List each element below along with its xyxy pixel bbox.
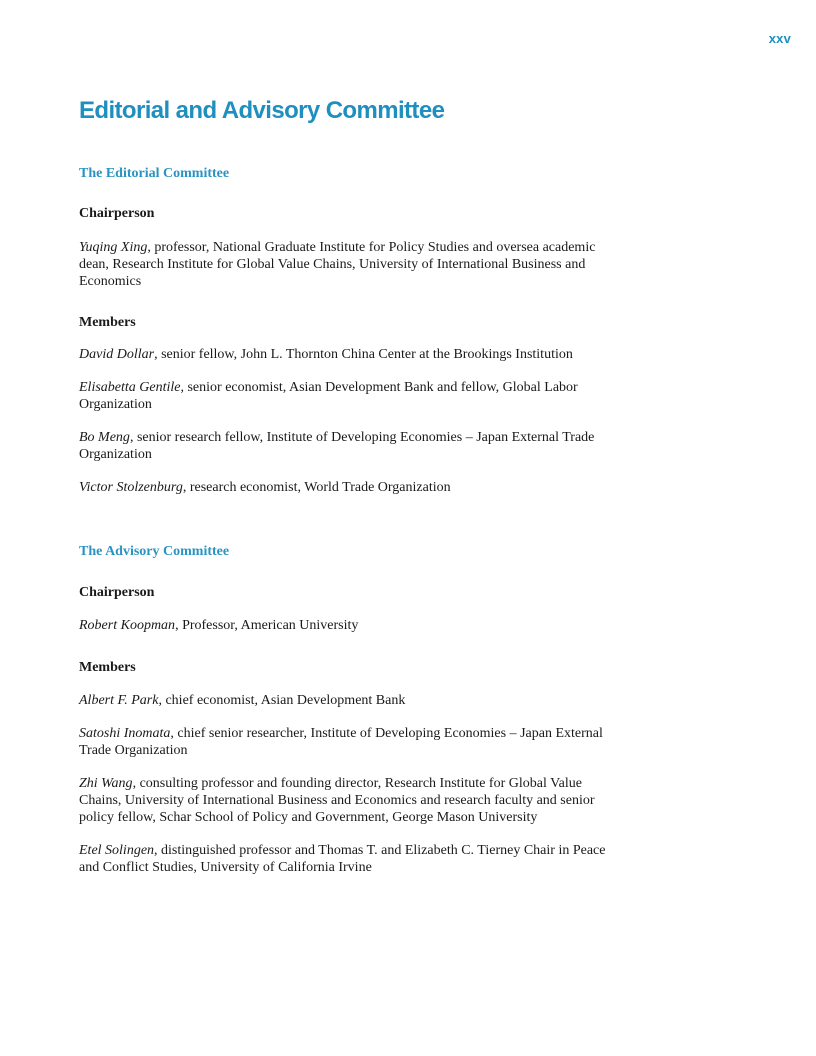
person-name: Zhi Wang — [79, 776, 133, 791]
person-name: Etel Solingen — [79, 843, 155, 858]
person-description: , senior economist, Asian Development Bank and fellow, Global Labor Organization — [79, 380, 578, 412]
editorial-member-entry — [79, 379, 619, 413]
advisory-member-entry — [79, 842, 619, 876]
person-name: David Dollar — [79, 347, 155, 362]
person-name: Victor Stolzenburg — [79, 480, 183, 495]
advisory-chairperson-entry — [79, 617, 619, 634]
person-description: , senior research fellow, Institute of Developing Economies – Japan External Trade Organization — [79, 430, 595, 462]
person-name: Yuqing Xing — [79, 240, 148, 255]
page-content — [79, 94, 619, 876]
person-description: , research economist, World Trade Organization — [182, 480, 451, 495]
advisory-chairperson-label: Chairperson — [79, 585, 155, 600]
page-title: Editorial and Advisory Committee — [79, 97, 445, 124]
person-name: Robert Koopman — [79, 618, 176, 633]
editorial-committee-heading: The Editorial Committee — [79, 166, 230, 181]
editorial-members-label: Members — [79, 315, 136, 330]
person-name: Bo Meng — [79, 430, 130, 445]
person-description: , distinguished professor and Thomas T. and Elizabeth C. Tierney Chair in Peace and Conflict Studies, University of California Irvine — [79, 843, 606, 875]
person-description: , chief senior researcher, Institute of Developing Economies – Japan External Trade Organization — [79, 726, 603, 758]
person-description: , senior fellow, John L. Thornton China Center at the Brookings Institution — [154, 347, 573, 362]
advisory-committee-heading: The Advisory Committee — [79, 544, 230, 559]
advisory-members-label: Members — [79, 660, 136, 675]
person-name: Satoshi Inomata — [79, 726, 171, 741]
editorial-member-entry — [79, 346, 619, 363]
advisory-member-entry — [79, 692, 619, 709]
editorial-chairperson-entry — [79, 239, 619, 290]
editorial-chairperson-label: Chairperson — [79, 206, 155, 221]
person-description: , consulting professor and founding director, Research Institute for Global Value Chains, University of International Business and Economics and research faculty and senior policy fellow, Schar School of Policy and Government, George Mason University — [79, 776, 595, 825]
editorial-member-entry — [79, 479, 619, 496]
editorial-member-entry — [79, 429, 619, 463]
advisory-member-entry — [79, 775, 619, 826]
person-description: , chief economist, Asian Development Bank — [158, 693, 406, 708]
person-description: , Professor, American University — [175, 618, 359, 633]
person-description: , professor, National Graduate Institute for Policy Studies and oversea academic dean, Research Institute for Global Value Chains, University of International Business and Economics — [79, 240, 596, 289]
person-name: Albert F. Park — [79, 693, 159, 708]
person-name: Elisabetta Gentile — [79, 380, 181, 395]
page-number: xxv — [768, 31, 791, 46]
advisory-member-entry — [79, 725, 619, 759]
